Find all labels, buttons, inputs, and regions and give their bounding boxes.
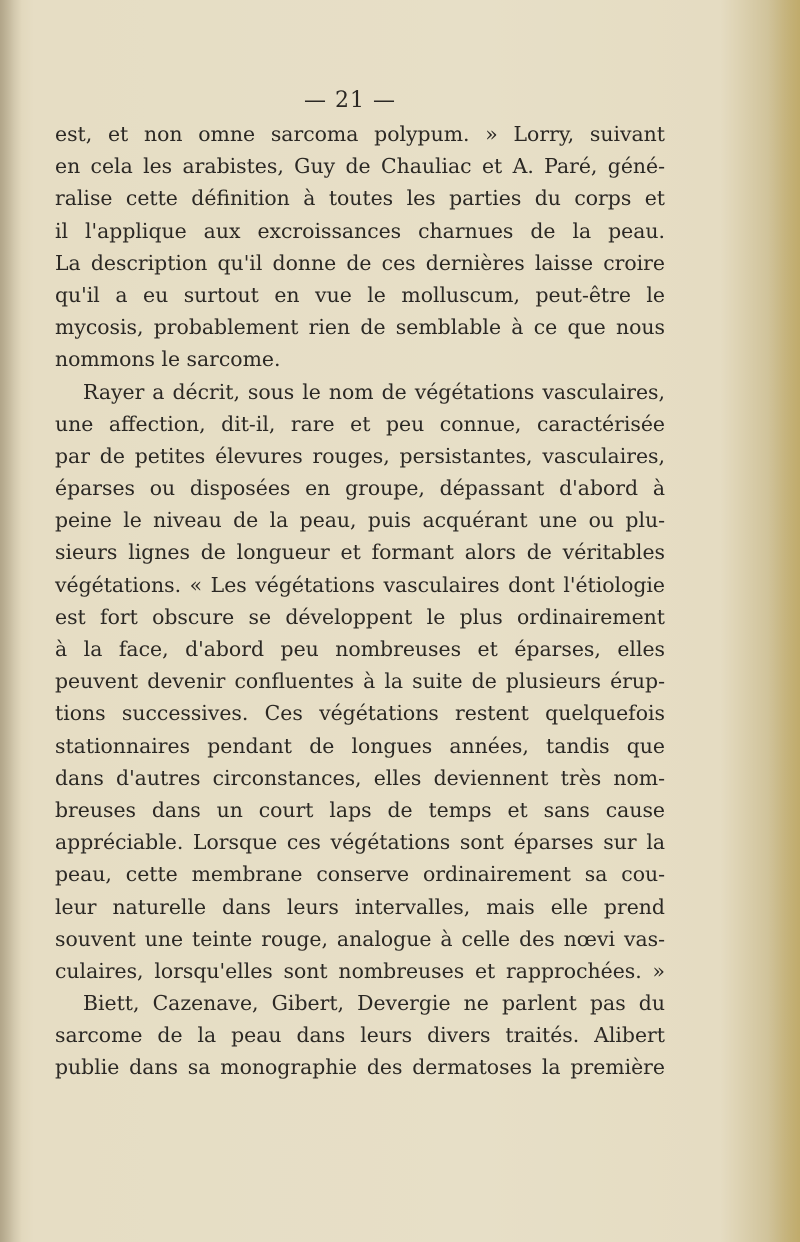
text-line: stationnaires pendant de longues années, tandis que	[55, 733, 665, 758]
page-edge-discoloration	[768, 0, 800, 1242]
text-line: publie dans sa monographie des dermatoses la première	[55, 1055, 665, 1080]
text-line: est, et non omne sarcoma polypum. » Lorry, suivant	[55, 122, 665, 146]
text-line: tions successives. Ces végétations restent quelquefois	[55, 701, 665, 726]
body-text	[55, 118, 665, 1084]
text-line: mycosis, probablement rien de semblable à ce que nous	[55, 315, 665, 340]
text-line: peine le niveau de la peau, puis acquérant une ou plu-	[55, 508, 665, 533]
text-line: sarcome de la peau dans leurs divers traités. Alibert	[55, 1023, 665, 1048]
text-line: sieurs lignes de longueur et formant alors de véritables	[55, 540, 665, 565]
text-line: peuvent devenir confluentes à la suite de plusieurs érup-	[55, 669, 665, 694]
text-line: végétations. « Les végétations vasculaires dont l'étiologie	[55, 572, 665, 597]
text-line: il l'applique aux excroissances charnues de la peau.	[55, 218, 665, 243]
text-line: dans d'autres circonstances, elles deviennent très nom-	[55, 765, 665, 790]
text-line: culaires, lorsqu'elles sont nombreuses et rapprochées. »	[55, 958, 665, 983]
text-line: Biett, Cazenave, Gibert, Devergie ne parlent pas du	[83, 991, 665, 1016]
text-line: appréciable. Lorsque ces végétations sont éparses sur la	[55, 830, 665, 855]
page-binding-shadow	[0, 0, 22, 1242]
text-line: Rayer a décrit, sous le nom de végétations vasculaires,	[83, 379, 665, 404]
text-line: en cela les arabistes, Guy de Chauliac et A. Paré, géné-	[55, 154, 665, 179]
text-line: est fort obscure se développent le plus ordinairement	[55, 604, 665, 629]
text-line: par de petites élevures rouges, persistantes, vasculaires,	[55, 443, 665, 468]
text-line: leur naturelle dans leurs intervalles, mais elle prend	[55, 894, 665, 919]
text-line: breuses dans un court laps de temps et sans cause	[55, 797, 665, 822]
text-line: à la face, d'abord peu nombreuses et éparses, elles	[55, 637, 665, 661]
text-line: ralise cette définition à toutes les parties du corps et	[55, 186, 665, 211]
text-line: qu'il a eu surtout en vue le molluscum, peut-être le	[55, 282, 665, 307]
text-line: souvent une teinte rouge, analogue à celle des nœvi vas-	[55, 926, 665, 951]
text-line: une affection, dit-il, rare et peu connue, caractérisée	[55, 411, 665, 436]
text-line: éparses ou disposées en groupe, dépassant d'abord à	[55, 476, 665, 501]
page-number: — 21 —	[304, 88, 396, 113]
text-line: La description qu'il donne de ces dernières laisse croire	[55, 250, 665, 275]
text-line: nommons le sarcome.	[55, 347, 281, 372]
text-line: peau, cette membrane conserve ordinairement sa cou-	[55, 862, 665, 887]
